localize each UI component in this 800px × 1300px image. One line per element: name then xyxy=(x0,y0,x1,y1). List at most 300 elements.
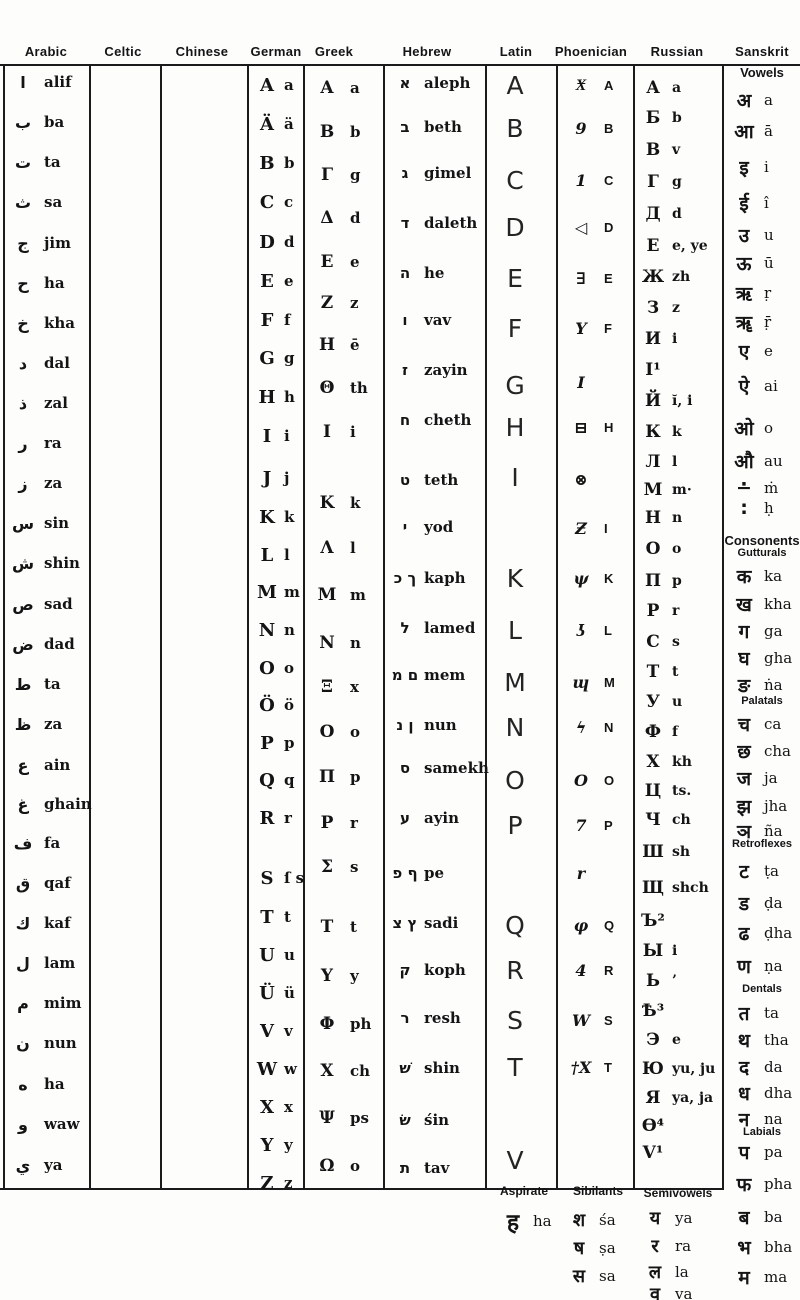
transliteration: ĭ, i xyxy=(672,393,693,409)
table-row xyxy=(8,790,92,818)
letter-glyph: ऋ xyxy=(735,283,753,305)
letter-glyph: Θ xyxy=(319,378,335,398)
transliteration: v xyxy=(672,142,681,158)
table-row xyxy=(8,1029,77,1057)
transliteration: ch xyxy=(672,812,691,828)
letter-glyph: x xyxy=(350,678,359,696)
letter-glyph: P xyxy=(507,810,523,840)
letter-glyph: W xyxy=(572,1010,590,1030)
transliteration: sin xyxy=(44,514,70,532)
table-row xyxy=(254,864,304,892)
letter-glyph: U xyxy=(259,944,275,966)
column-divider-line xyxy=(3,64,5,1190)
letter-glyph: Χ xyxy=(320,1061,334,1081)
transliteration: jim xyxy=(44,234,71,252)
table-row xyxy=(496,1053,534,1081)
transliteration: C xyxy=(604,172,614,188)
transliteration: pe xyxy=(424,864,445,882)
letter-glyph: फ xyxy=(736,1174,752,1196)
letter-glyph: С xyxy=(646,632,660,652)
letter-glyph: ē xyxy=(350,336,360,354)
transliteration: g xyxy=(672,174,682,190)
table-row xyxy=(564,166,613,194)
transliteration: ra xyxy=(675,1237,692,1255)
table-row xyxy=(254,464,289,492)
table-row xyxy=(640,806,691,834)
letter-glyph: ب xyxy=(14,112,32,132)
letter-glyph: क xyxy=(736,566,752,588)
letter-glyph: J xyxy=(262,467,272,489)
letter-glyph: e xyxy=(350,253,360,271)
letter-glyph: C xyxy=(506,165,524,195)
letter-glyph: त xyxy=(738,1003,750,1025)
bottom-section-header-semivowels: Semivowels xyxy=(643,1186,713,1200)
letter-glyph: ङ xyxy=(737,675,751,697)
table-row xyxy=(726,764,778,792)
letter-glyph: : xyxy=(740,497,748,519)
table-row xyxy=(640,1026,681,1054)
transliteration: Q xyxy=(604,917,615,933)
table-row xyxy=(254,1055,297,1083)
transliteration: ghain xyxy=(44,795,92,813)
letter-glyph: ʖ xyxy=(576,620,586,640)
table-row xyxy=(496,616,534,644)
letter-glyph: ذ xyxy=(18,393,28,413)
letter-glyph: d xyxy=(284,233,295,251)
transliteration: e xyxy=(764,342,773,360)
transliteration: nun xyxy=(424,716,457,734)
table-row xyxy=(726,1053,783,1081)
transliteration: ṭa xyxy=(764,862,779,880)
transliteration: shin xyxy=(44,554,80,572)
table-row xyxy=(496,114,534,142)
letter-glyph: Э xyxy=(646,1030,660,1050)
table-row xyxy=(8,989,81,1017)
transliteration: ha xyxy=(44,1075,65,1093)
bottom-section-header-sibilants: Sibilants xyxy=(572,1184,624,1198)
bottom-section-header-aspirate: Aspirate xyxy=(499,1184,549,1198)
table-row xyxy=(8,148,61,176)
table-row xyxy=(564,911,614,939)
letter-glyph: Ӿ xyxy=(575,75,587,94)
table-row xyxy=(564,811,613,839)
table-row xyxy=(390,754,489,782)
transliteration: resh xyxy=(424,1009,461,1027)
table-row xyxy=(640,777,691,805)
letter-glyph: E xyxy=(260,270,274,292)
transliteration: a xyxy=(764,91,773,109)
transliteration: B xyxy=(604,120,614,136)
table-row xyxy=(726,372,778,400)
transliteration: s xyxy=(672,634,680,650)
transliteration: dal xyxy=(44,354,70,372)
table-row xyxy=(390,513,453,541)
table-row xyxy=(564,1006,613,1034)
letter-glyph: ח xyxy=(399,411,411,429)
table-row xyxy=(726,86,773,114)
table-row xyxy=(564,114,613,142)
table-row xyxy=(390,909,458,937)
table-row xyxy=(314,374,368,402)
letter-glyph: Щ xyxy=(642,878,664,898)
letter-glyph: V xyxy=(260,1020,274,1042)
letter-glyph: k xyxy=(350,494,361,512)
column-header-german: German xyxy=(250,44,302,59)
letter-glyph: φ xyxy=(573,915,589,935)
table-row xyxy=(254,903,291,931)
table-row xyxy=(726,337,773,365)
table-row xyxy=(254,578,300,606)
column-divider-line xyxy=(303,64,305,1190)
letter-glyph: t xyxy=(350,918,357,936)
transliteration: ḍa xyxy=(764,894,783,912)
table-row xyxy=(254,71,294,99)
letter-glyph: ט xyxy=(399,471,411,489)
transliteration: ca xyxy=(764,715,782,733)
column-divider-line xyxy=(89,64,91,1190)
transliteration: L xyxy=(604,622,612,638)
table-row xyxy=(726,737,791,765)
letter-glyph: औ xyxy=(734,451,754,473)
letter-glyph: ध xyxy=(738,1083,750,1105)
table-row xyxy=(564,413,613,441)
letter-glyph: ण xyxy=(737,956,751,978)
transliteration: vav xyxy=(424,311,452,329)
table-row xyxy=(8,229,71,257)
letter-glyph: b xyxy=(350,123,361,141)
table-row xyxy=(640,567,682,595)
transliteration: ga xyxy=(764,622,783,640)
transliteration: zh xyxy=(672,269,691,285)
transliteration: ra xyxy=(44,434,62,452)
table-row xyxy=(496,213,534,241)
transliteration: cheth xyxy=(424,411,472,429)
letter-glyph: ए xyxy=(738,341,750,363)
transliteration: o xyxy=(672,541,682,557)
table-row xyxy=(254,1017,293,1045)
letter-glyph: o xyxy=(350,1157,361,1175)
letter-glyph: ظ xyxy=(14,714,32,734)
table-row xyxy=(390,1154,449,1182)
column-header-sanskrit: Sanskrit xyxy=(735,44,789,59)
table-row xyxy=(314,1104,369,1132)
letter-glyph: ग xyxy=(738,621,750,643)
table-row xyxy=(254,766,295,794)
table-row xyxy=(8,590,73,618)
table-row xyxy=(564,1234,616,1262)
letter-glyph: Ξ xyxy=(321,677,333,697)
transliteration: ba xyxy=(764,1208,783,1226)
letter-glyph: I xyxy=(577,372,585,392)
transliteration: ayin xyxy=(424,809,460,827)
table-row xyxy=(254,306,290,334)
column-divider-line xyxy=(247,64,249,1190)
table-row xyxy=(314,962,359,990)
letter-glyph: Β xyxy=(319,122,335,142)
letter-glyph: ∃ xyxy=(576,268,586,288)
letter-glyph: א xyxy=(399,74,411,92)
table-row xyxy=(640,718,678,746)
table-row xyxy=(8,909,71,937)
letter-glyph: О xyxy=(645,539,661,559)
letter-glyph: 9 xyxy=(575,118,587,138)
table-row xyxy=(254,267,294,295)
table-row xyxy=(640,476,692,504)
transliteration: zayin xyxy=(424,361,468,379)
letter-glyph: ي xyxy=(15,1155,31,1175)
letter-glyph: O xyxy=(574,770,588,790)
letter-glyph: ch xyxy=(350,1062,371,1080)
table-row xyxy=(254,1131,293,1159)
table-row xyxy=(564,465,598,493)
table-row xyxy=(314,489,360,517)
table-row xyxy=(564,1053,612,1081)
letter-glyph: Х xyxy=(646,752,660,772)
table-row xyxy=(564,71,613,99)
transliteration: ā xyxy=(764,122,773,140)
letter-glyph: 7 xyxy=(575,815,587,835)
table-row xyxy=(314,534,356,562)
transliteration: o xyxy=(764,419,774,437)
table-row xyxy=(314,853,358,881)
transliteration: b xyxy=(672,110,682,126)
table-row xyxy=(8,389,68,417)
table-row xyxy=(254,228,295,256)
letter-glyph: स xyxy=(572,1266,586,1287)
table-row xyxy=(390,614,475,642)
transliteration: yu, ju xyxy=(672,1061,716,1077)
letter-glyph: S xyxy=(260,867,274,889)
letter-glyph: ض xyxy=(12,634,34,654)
letter-glyph: ओ xyxy=(734,418,754,440)
letter-glyph: Ч xyxy=(645,810,661,830)
column-header-hebrew: Hebrew xyxy=(402,44,452,59)
section-label: Labials xyxy=(743,1126,781,1138)
letter-glyph: I xyxy=(511,462,519,492)
transliteration: k xyxy=(672,424,682,440)
letter-glyph: y xyxy=(284,1136,293,1154)
transliteration: ts. xyxy=(672,783,692,799)
section-label: Retroflexes xyxy=(732,838,792,850)
transliteration: i xyxy=(764,158,769,176)
transliteration: na xyxy=(764,1110,783,1128)
letter-glyph: E xyxy=(507,263,523,293)
transliteration: kha xyxy=(44,314,76,332)
letter-glyph: ص xyxy=(12,594,34,614)
letter-glyph: ञ xyxy=(736,821,752,843)
letter-glyph: Н xyxy=(644,508,662,528)
table-row xyxy=(314,74,360,102)
letter-glyph: ב xyxy=(400,118,410,136)
letter-glyph: ब xyxy=(738,1207,750,1229)
table-row xyxy=(726,494,774,522)
column-header-celtic: Celtic xyxy=(104,44,142,59)
table-row xyxy=(8,670,61,698)
letter-glyph: ◁ xyxy=(574,217,588,237)
letter-glyph: †X xyxy=(570,1057,592,1077)
table-row xyxy=(640,838,690,866)
letter-glyph: N xyxy=(258,619,276,641)
letter-glyph: ה xyxy=(399,264,411,282)
transliteration: p xyxy=(672,573,682,589)
letter-glyph: a xyxy=(284,76,294,94)
letter-glyph: А xyxy=(646,78,660,98)
table-row xyxy=(640,356,666,384)
letter-glyph: H xyxy=(258,386,276,408)
letter-glyph: r xyxy=(350,814,358,832)
section-label: Gutturals xyxy=(737,547,787,559)
transliteration: kaph xyxy=(424,569,466,587)
table-row xyxy=(254,691,294,719)
table-row xyxy=(254,1169,293,1197)
table-row xyxy=(564,514,608,542)
letter-glyph: T xyxy=(260,906,274,928)
table-row xyxy=(254,979,295,1007)
letter-glyph: X xyxy=(260,1096,274,1118)
transliteration: l xyxy=(672,454,678,470)
letter-glyph: Д xyxy=(645,204,661,224)
table-row xyxy=(390,259,444,287)
letter-glyph: Ъ² xyxy=(641,911,665,931)
letter-glyph: ɰ xyxy=(572,672,590,692)
letter-glyph: В xyxy=(645,140,661,160)
transliteration: tha xyxy=(764,1031,789,1049)
letter-glyph: इ xyxy=(739,157,749,179)
table-row xyxy=(640,418,682,446)
letter-glyph: V¹ xyxy=(642,1143,664,1163)
letter-glyph: D xyxy=(505,212,525,242)
letter-glyph: Σ xyxy=(320,857,334,877)
letter-glyph: z xyxy=(284,1174,293,1192)
table-row xyxy=(496,1006,534,1034)
letter-glyph: З xyxy=(646,298,660,318)
table-row xyxy=(640,1055,715,1083)
letter-glyph: G xyxy=(259,347,275,369)
transliteration: da xyxy=(764,1058,783,1076)
table-row xyxy=(254,1093,293,1121)
table-row xyxy=(726,562,782,590)
table-row xyxy=(726,590,792,618)
transliteration: gimel xyxy=(424,164,472,182)
table-row xyxy=(640,688,682,716)
transliteration: z xyxy=(672,300,680,316)
letter-glyph: ס xyxy=(399,759,411,777)
letter-glyph: م xyxy=(17,993,29,1013)
transliteration: N xyxy=(604,719,614,735)
letter-glyph: e xyxy=(284,272,294,290)
table-row xyxy=(314,763,361,791)
table-row xyxy=(8,1151,62,1179)
table-row xyxy=(314,629,361,657)
letter-glyph: و xyxy=(18,1114,28,1134)
letter-glyph: ش xyxy=(11,553,35,573)
letter-glyph: भ xyxy=(737,1237,751,1259)
table-row xyxy=(726,279,771,307)
letter-glyph: Ѳ⁴ xyxy=(641,1116,665,1136)
transliteration: ma xyxy=(764,1268,788,1286)
table-row xyxy=(640,504,682,532)
table-row xyxy=(564,264,613,292)
table-row xyxy=(564,1262,616,1290)
transliteration: mim xyxy=(44,994,82,1012)
transliteration: koph xyxy=(424,961,466,979)
letter-glyph: י xyxy=(402,518,408,536)
letter-glyph: M xyxy=(504,667,526,697)
letter-glyph: ه xyxy=(18,1074,28,1094)
letter-glyph: שׂ xyxy=(399,1111,411,1129)
transliteration: i xyxy=(672,943,678,959)
letter-glyph: ح xyxy=(17,273,29,293)
letter-glyph: Y xyxy=(260,1134,274,1156)
table-row xyxy=(640,1280,692,1300)
column-header-latin: Latin xyxy=(499,44,533,59)
table-row xyxy=(640,104,682,132)
table-row xyxy=(8,68,72,96)
table-row xyxy=(726,153,769,181)
table-row xyxy=(390,1106,449,1134)
table-row xyxy=(314,289,359,317)
letter-glyph: Γ xyxy=(320,165,334,185)
table-row xyxy=(640,937,677,965)
letter-glyph: ن xyxy=(16,1033,30,1053)
letter-glyph: N xyxy=(505,712,525,742)
letter-glyph: आ xyxy=(734,121,754,143)
letter-glyph: غ xyxy=(17,794,29,814)
letter-glyph: Ƶ xyxy=(575,518,587,538)
table-row xyxy=(640,325,677,353)
table-row xyxy=(564,668,615,696)
letter-glyph: מ ם xyxy=(391,666,419,684)
letter-glyph: O xyxy=(505,765,525,795)
transliteration: qaf xyxy=(44,874,71,892)
transliteration: au xyxy=(764,452,783,470)
table-row xyxy=(254,344,295,372)
transliteration: waw xyxy=(44,1115,80,1133)
letter-glyph: झ xyxy=(736,796,752,818)
transliteration: mem xyxy=(424,666,466,684)
letter-glyph: Ω xyxy=(319,1156,335,1176)
letter-glyph: 1 xyxy=(575,170,587,190)
letter-glyph: ſ s xyxy=(284,869,305,887)
table-row xyxy=(390,564,466,592)
letter-glyph: Ю xyxy=(642,1059,664,1079)
letter-glyph: q xyxy=(284,771,295,789)
transliteration: lamed xyxy=(424,619,476,637)
table-row xyxy=(314,581,366,609)
letter-glyph: ह xyxy=(506,1210,520,1236)
transliteration: śin xyxy=(424,1111,450,1129)
table-row xyxy=(8,349,70,377)
letter-glyph: Я xyxy=(645,1088,661,1108)
letter-glyph: T xyxy=(507,1052,523,1082)
table-row xyxy=(314,418,356,446)
table-row xyxy=(498,1207,552,1235)
table-row xyxy=(726,1170,792,1198)
letter-glyph: ⊗ xyxy=(574,469,588,489)
letter-glyph: ps xyxy=(350,1109,369,1127)
transliteration: za xyxy=(44,715,63,733)
transliteration: ya xyxy=(675,1209,693,1227)
column-header-greek: Greek xyxy=(314,44,354,59)
table-row xyxy=(496,911,534,939)
table-row xyxy=(726,857,779,885)
letter-glyph: G xyxy=(505,370,525,400)
horizontal-rule-line xyxy=(0,64,800,66)
table-row xyxy=(640,997,666,1025)
transliteration: la xyxy=(675,1263,689,1281)
transliteration: sa xyxy=(44,193,63,211)
column-divider-line xyxy=(160,64,162,1190)
